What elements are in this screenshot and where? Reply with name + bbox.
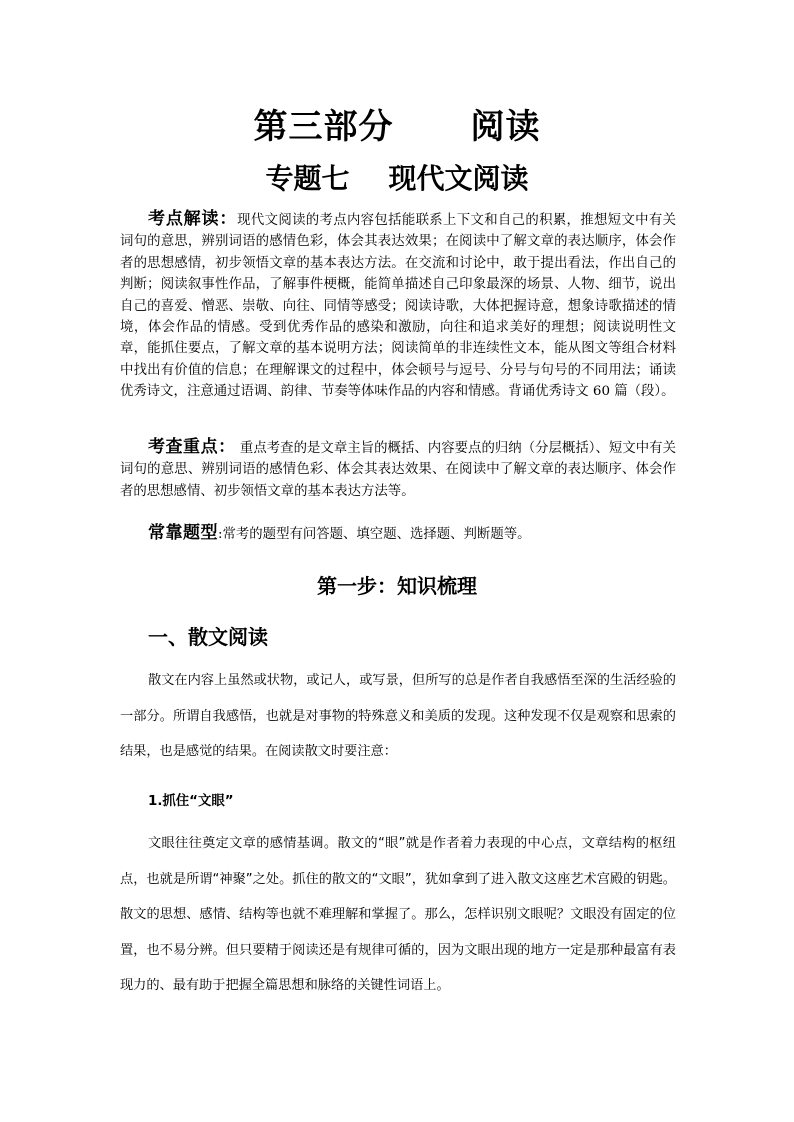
section-title: 一、散文阅读 <box>148 625 268 649</box>
question-types-text: :常考的题型有问答题、填空题、选择题、判断题等。 <box>218 527 531 542</box>
question-types-paragraph <box>120 523 676 545</box>
key-focus-label: 考查重点： <box>148 437 236 457</box>
section-intro-paragraph: 散文在内容上虽然或状物，或记人，或写景，但所写的总是作者自我感悟至深的生活经验的一部分。所谓自我感悟，也就是对事物的特殊意义和美质的发现。这种发现不仅是观察和思索的结果，也是感觉的结果。在阅读散文时要注意： <box>120 673 676 759</box>
question-types-label: 常靠题型 <box>148 523 218 543</box>
key-focus-paragraph <box>120 437 676 502</box>
exam-points-label: 考点解读： <box>148 209 238 229</box>
key-focus-text: 重点考查的是文章主旨的概括、内容要点的归纳（分层概括）、短文中有关词句的意思、辨别词语的感情色彩、体会其表达效果、在阅读中了解文章的表达顺序、体会作者的思想感情、初步领悟文章的基本表达方法等。 <box>120 441 676 499</box>
exam-points-text: 现代文阅读的考点内容包括能联系上下文和自己的积累，推想短文中有关词句的意思，辨别词语的感情色彩，体会其表达效果；在阅读中了解文章的表达顺序，体会作者的思想感情，初步领悟文章的基本表达方法。在交流和讨论中，敢于提出看法，作出自己的判断；阅读叙事性作品，了解事件梗概，能简单描述自己印象最深的场景、人物、细节，说出自己的喜爱、憎恶、崇敬、向往、同情等感受；阅读诗歌，大体把握诗意，想象诗歌描述的情境，体会作品的情感。受到优秀作品的感染和激励，向往和追求美好的理想；阅读说明性文章，能抓住要点，了解文章的基本说明方法；阅读简单的非连续性文本，能从图文等组合材料中找出有价值的信息；在理解课文的过程中，体会顿号与逗号、分号与句号的不同用法；诵读优秀诗文，注意通过语调、韵律、节奏等体味作品的内容和情感。背诵优秀诗文 60 篇（段）。 <box>120 213 677 400</box>
subheading-wenyan: 1.抓住“文眼” <box>148 794 234 809</box>
part-title: 第三部分 阅读 <box>253 107 541 147</box>
section-body-paragraph: 文眼往往奠定文章的感情基调。散文的“眼”就是作者着力表现的中心点，文章结构的枢纽点，也就是所谓“神聚”之处。抓住的散文的“文眼”，犹如拿到了进入散文这座艺术宫殿的钥匙。散文的思想、感情、结构等也就不难理解和掌握了。那么，怎样识别文眼呢？文眼没有固定的位置，也不易分辨。但只要精于阅读还是有规律可循的，因为文眼出现的地方一定是那种最富有表现力的、最有助于把握全篇思想和脉络的关键性词语上。 <box>120 836 676 993</box>
step-title: 第一步：知识梳理 <box>317 574 477 598</box>
topic-title: 专题七 现代文阅读 <box>265 162 529 195</box>
exam-points-paragraph <box>120 209 676 403</box>
